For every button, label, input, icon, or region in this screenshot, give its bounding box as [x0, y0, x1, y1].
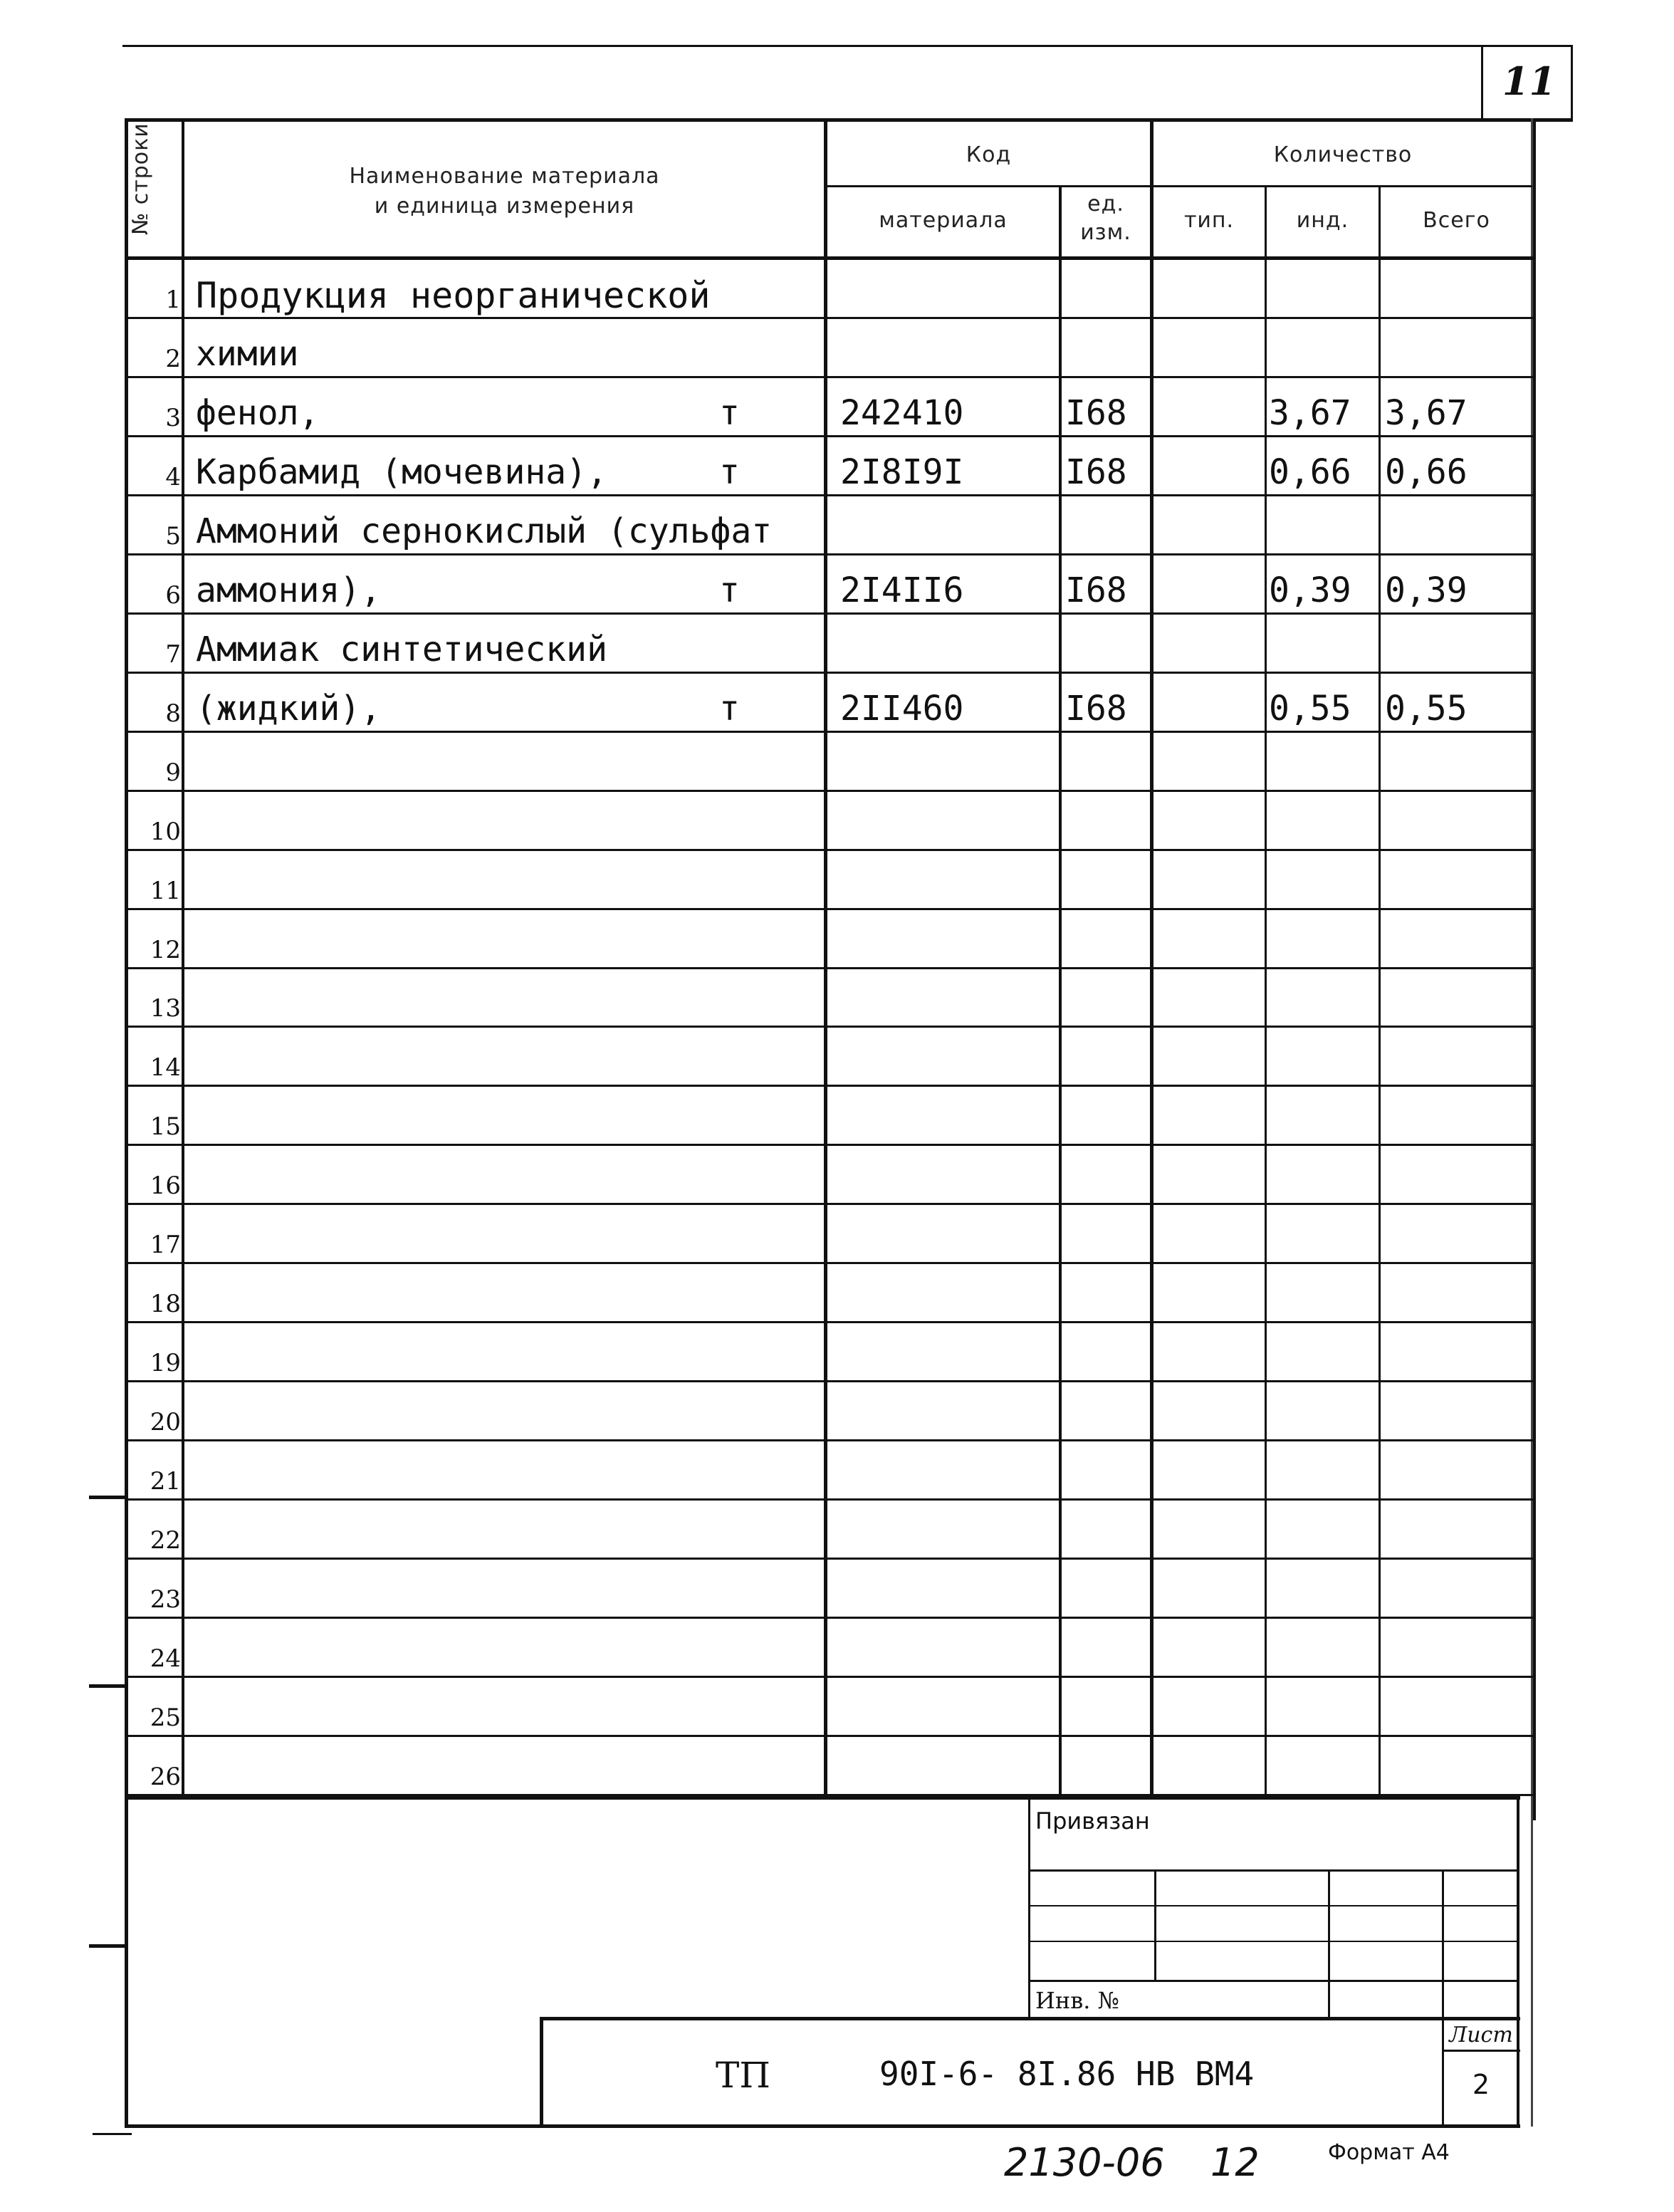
corner-box-right	[1571, 45, 1573, 120]
header-code-material: материала	[879, 208, 1008, 233]
stamp-top-line	[125, 1796, 1520, 1800]
table-row	[0, 1441, 1674, 1501]
stamp-right-border	[1517, 1796, 1519, 2127]
table-row	[0, 969, 1674, 1028]
table-row	[0, 1146, 1674, 1205]
cell-name: Аммоний сернокислый (сульфат	[196, 511, 773, 551]
table-row	[0, 1501, 1674, 1560]
cell-ind: 0,55	[1269, 688, 1351, 729]
cell-no: 8	[165, 699, 181, 728]
stamp-grid-v2	[1328, 1869, 1330, 2019]
header-subrow-line	[824, 185, 1532, 187]
header-row-number-label: № строки	[128, 122, 153, 235]
stamp-grid-h1	[1028, 1869, 1519, 1872]
table-row	[0, 1382, 1674, 1441]
cell-name: Продукция неорганической	[196, 274, 711, 316]
header-unit-line2: изм.	[1080, 220, 1131, 245]
stamp-grid-h2	[1028, 1905, 1519, 1906]
doc-block-top	[541, 2017, 1520, 2020]
margin-tick-4	[93, 2133, 132, 2135]
cell-no: 2	[165, 344, 181, 373]
header-code: Код	[966, 142, 1012, 167]
cell-no: 18	[150, 1290, 181, 1319]
table-row	[0, 851, 1674, 910]
sheet-label: Лист	[1449, 2023, 1513, 2047]
table-row	[0, 792, 1674, 851]
cell-no: 15	[150, 1112, 181, 1142]
cell-total: 0,39	[1385, 570, 1468, 610]
cell-unit: т	[719, 570, 740, 610]
sheet-corner-number: 11	[1502, 58, 1557, 104]
cell-name: Аммиак синтетический	[196, 629, 607, 669]
doc-block-left	[540, 2017, 543, 2127]
cell-no: 7	[165, 640, 181, 669]
table-row	[0, 615, 1674, 674]
table-row	[0, 1323, 1674, 1382]
table-row	[0, 1028, 1674, 1087]
table-row	[0, 378, 1674, 437]
table-row	[0, 1087, 1674, 1146]
cell-no: 10	[150, 817, 181, 846]
cell-total: 0,66	[1385, 452, 1468, 492]
cell-no: 22	[150, 1526, 181, 1555]
cell-unit: т	[719, 392, 740, 433]
cell-no: 12	[150, 935, 181, 964]
margin-tick-1	[89, 1496, 128, 1499]
handwritten-num: 12	[1210, 2140, 1260, 2185]
cell-unit: т	[719, 452, 740, 492]
cell-no: 25	[150, 1704, 181, 1733]
cell-name: аммония),	[196, 570, 382, 610]
header-qty-ind: инд.	[1296, 208, 1349, 233]
table-row	[0, 674, 1674, 733]
cell-name: Карбамид (мочевина),	[196, 452, 607, 492]
table-row	[0, 1737, 1674, 1796]
stamp-inv-label: Инв. №	[1035, 1987, 1119, 2014]
header-name-line2: и единица измерения	[374, 194, 635, 219]
header-qty-typ: тип.	[1183, 208, 1235, 233]
cell-no: 5	[165, 521, 181, 551]
stamp-grid-v3	[1442, 1869, 1444, 2126]
cell-code: 242410	[840, 392, 964, 433]
cell-total: 0,55	[1385, 688, 1468, 729]
cell-ed: I68	[1065, 452, 1127, 492]
header-quantity: Количество	[1273, 142, 1413, 167]
cell-no: 24	[150, 1644, 181, 1674]
table-row	[0, 733, 1674, 792]
cell-no: 14	[150, 1053, 181, 1082]
header-unit-line1: ед.	[1087, 192, 1124, 216]
cell-no: 21	[150, 1467, 181, 1496]
cell-ind: 0,39	[1269, 570, 1351, 610]
margin-tick-2	[89, 1684, 128, 1688]
cell-no: 23	[150, 1585, 181, 1614]
cell-no: 13	[150, 994, 181, 1023]
doc-prefix: ТП	[716, 2055, 770, 2096]
cell-no: 26	[150, 1762, 181, 1791]
table-row	[0, 1205, 1674, 1264]
table-row	[0, 1264, 1674, 1323]
table-row	[0, 496, 1674, 555]
sheet-label-line	[1442, 2050, 1520, 2052]
header-row-number	[128, 114, 171, 235]
cell-ed: I68	[1065, 392, 1127, 433]
cell-ind: 3,67	[1269, 392, 1351, 433]
table-row	[0, 319, 1674, 378]
stamp-grid-h3	[1028, 1941, 1519, 1942]
cell-ed: I68	[1065, 570, 1127, 610]
cell-name: фенол,	[196, 392, 320, 433]
top-border-line	[122, 45, 1571, 47]
cell-no: 1	[165, 285, 181, 314]
cell-ed: I68	[1065, 688, 1127, 729]
stamp-attached-label: Привязан	[1035, 1807, 1150, 1835]
cell-no: 11	[150, 876, 181, 905]
cell-no: 6	[165, 580, 181, 610]
table-row	[0, 1560, 1674, 1619]
cell-code: 2I8I9I	[840, 452, 964, 492]
margin-tick-3	[89, 1944, 128, 1948]
table-row	[0, 1619, 1674, 1678]
table-row	[0, 910, 1674, 969]
cell-name: химии	[196, 333, 299, 374]
stamp-attached-left	[1028, 1796, 1030, 2017]
cell-no: 16	[150, 1172, 181, 1201]
cell-no: 19	[150, 1349, 181, 1378]
table-row	[0, 260, 1674, 319]
cell-code: 2II460	[840, 688, 964, 729]
cell-no: 9	[165, 758, 181, 787]
stamp-bottom-line	[125, 2124, 1520, 2128]
handwritten-code: 2130-06	[1004, 2140, 1165, 2185]
stamp-grid-v1	[1154, 1869, 1156, 1980]
header-qty-total: Всего	[1423, 208, 1490, 233]
corner-box-left	[1481, 45, 1483, 120]
sheet-value: 2	[1472, 2069, 1490, 2100]
format-label: Формат А4	[1328, 2140, 1450, 2165]
doc-number: 90I-6- 8I.86 НВ ВМ4	[879, 2055, 1255, 2093]
cell-no: 4	[165, 462, 181, 491]
cell-no: 20	[150, 1408, 181, 1437]
cell-no: 3	[165, 403, 181, 432]
stamp-grid-h4	[1028, 1980, 1519, 1982]
table-top-border	[125, 118, 1573, 122]
table-row	[0, 1678, 1674, 1737]
cell-code: 2I4II6	[840, 570, 964, 610]
table-row	[0, 437, 1674, 496]
cell-ind: 0,66	[1269, 452, 1351, 492]
cell-name: (жидкий),	[196, 688, 382, 729]
header-name-line1: Наименование материала	[349, 164, 660, 189]
table-row	[0, 555, 1674, 615]
cell-no: 17	[150, 1231, 181, 1260]
cell-total: 3,67	[1385, 392, 1468, 433]
cell-unit: т	[719, 688, 740, 729]
